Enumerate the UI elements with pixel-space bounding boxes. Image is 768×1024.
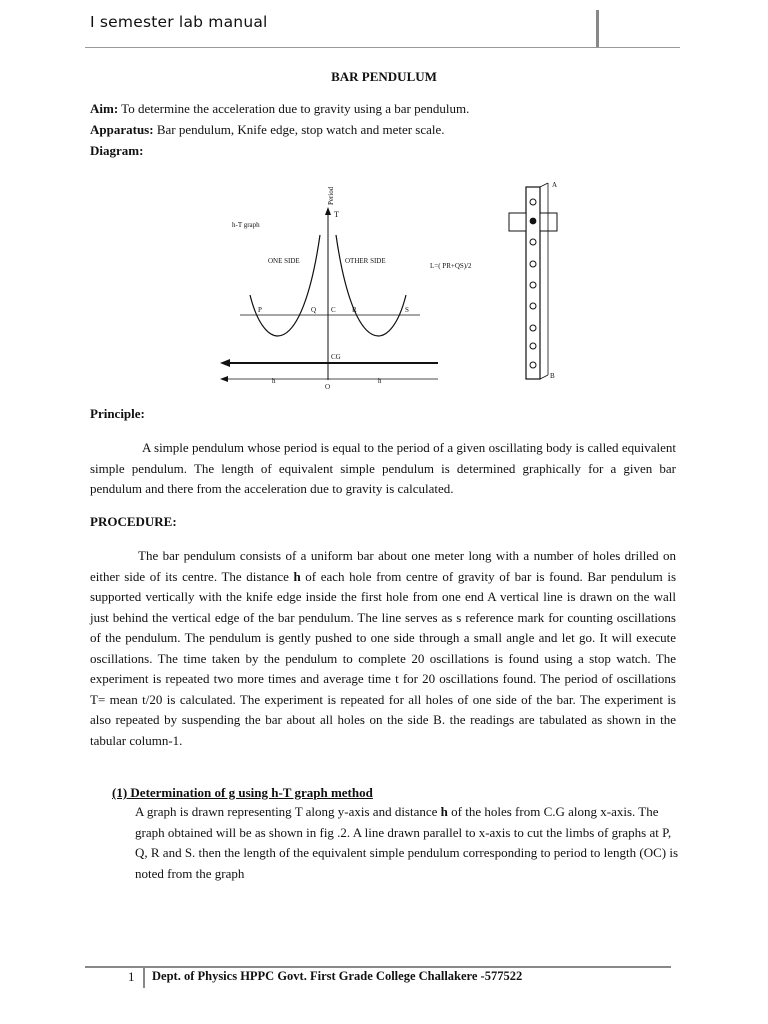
aim-line xyxy=(90,101,469,117)
cg-label: CG xyxy=(331,353,341,361)
point-p: P xyxy=(258,306,262,314)
bar-top-edge xyxy=(540,183,548,187)
header-rule xyxy=(85,47,680,48)
aim-text: To determine the acceleration due to gravity using a bar pendulum. xyxy=(118,101,470,116)
bar-end-b: B xyxy=(550,372,555,380)
method-paragraph: A graph is drawn representing T along y-axis and distance h of the holes from C.G along x-axis. The graph obtained will be as shown in fig .2. A line drawn parallel to x-axis to cut the limbs of graphs at P, Q, R and S. then the length of the equivalent simple pendulum corresponding to period to length (OC) is noted from the graph xyxy=(135,804,679,881)
h-left-label: h xyxy=(272,377,276,385)
footer-rule xyxy=(85,966,671,968)
other-side-label: OTHER SIDE xyxy=(345,257,386,265)
t-label: T xyxy=(334,210,339,219)
diagram-label: Diagram: xyxy=(90,143,144,158)
header-divider xyxy=(596,10,599,48)
bar-end-a: A xyxy=(552,181,558,189)
right-curve xyxy=(336,235,406,336)
hole xyxy=(530,199,536,205)
principle-paragraph: A simple pendulum whose period is equal to the period of a given oscillating body is called equivalent simple pendulum. The length of equivalent simple pendulum is determined graphically for a given bar pendulum and there from the acceleration due to gravity is calculated. xyxy=(90,440,676,496)
hole xyxy=(530,325,536,331)
apparatus-label: Apparatus: xyxy=(90,122,154,137)
footer-text: Dept. of Physics HPPC Govt. First Grade College Challakere -577522 xyxy=(152,969,523,983)
formula-label: L=( PR+QS)/2 xyxy=(430,262,472,270)
hole xyxy=(530,303,536,309)
knife-edge-right xyxy=(540,213,557,231)
method-heading: (1) Determination of g using h-T graph method xyxy=(112,785,373,800)
hole xyxy=(530,343,536,349)
page-number: 1 xyxy=(128,969,135,984)
h-right-label: h xyxy=(378,377,382,385)
hole-active xyxy=(530,218,537,225)
one-side-label: ONE SIDE xyxy=(268,257,300,265)
cg-line-arrow xyxy=(220,359,230,367)
principle-heading: Principle: xyxy=(90,406,145,421)
apparatus-line xyxy=(90,122,445,138)
apparatus-text: Bar pendulum, Knife edge, stop watch and meter scale. xyxy=(153,122,445,137)
origin-label: O xyxy=(325,383,331,391)
knife-edge-left xyxy=(509,213,526,231)
point-c: C xyxy=(331,306,336,314)
page-title: BAR PENDULUM xyxy=(331,69,437,84)
bar-pendulum-diagram xyxy=(210,175,570,395)
procedure-heading: PROCEDURE: xyxy=(90,514,177,529)
t-axis-arrow xyxy=(325,207,331,215)
period-label: Period xyxy=(327,186,335,205)
left-curve xyxy=(250,235,320,336)
aim-label: Aim: xyxy=(90,101,119,116)
point-s: S xyxy=(405,306,409,314)
procedure-paragraph: The bar pendulum consists of a uniform bar about one meter long with a number of holes drilled on either side of its centre. The distance h of each hole from centre of gravity of bar is found. Bar pendulum is supported vertically with the knife edge inside the first hole from one end A vertical line is drawn on the wall just behind the vertical edge of the bar pendulum. The line serves as s reference mark for counting oscillations of the pendulum. The pendulum is gently pushed to one side through a small angle and let go. It will execute oscillations. The time taken by the pendulum to complete 20 oscillations is found using a stop watch. The experiment is repeated two more times and average time t for 20 oscillations found. The period of oscillations T= mean t/20 is calculated. The experiment is repeated for all holes of one side of the bar. The experiment is also repeated by suspending the bar about all holes on the side B. the readings are tabulated as shown in the tabular column-1. xyxy=(90,548,676,748)
graph-title: h-T graph xyxy=(232,221,260,229)
header-title: I semester lab manual xyxy=(90,13,268,31)
footer-divider xyxy=(143,966,145,988)
hole xyxy=(530,261,536,267)
hole xyxy=(530,239,536,245)
point-r: R xyxy=(352,306,357,314)
bar-bottom-edge xyxy=(540,375,548,379)
point-q: Q xyxy=(311,306,317,314)
hole xyxy=(530,362,536,368)
hole xyxy=(530,282,536,288)
h-axis-arrow xyxy=(220,376,228,382)
